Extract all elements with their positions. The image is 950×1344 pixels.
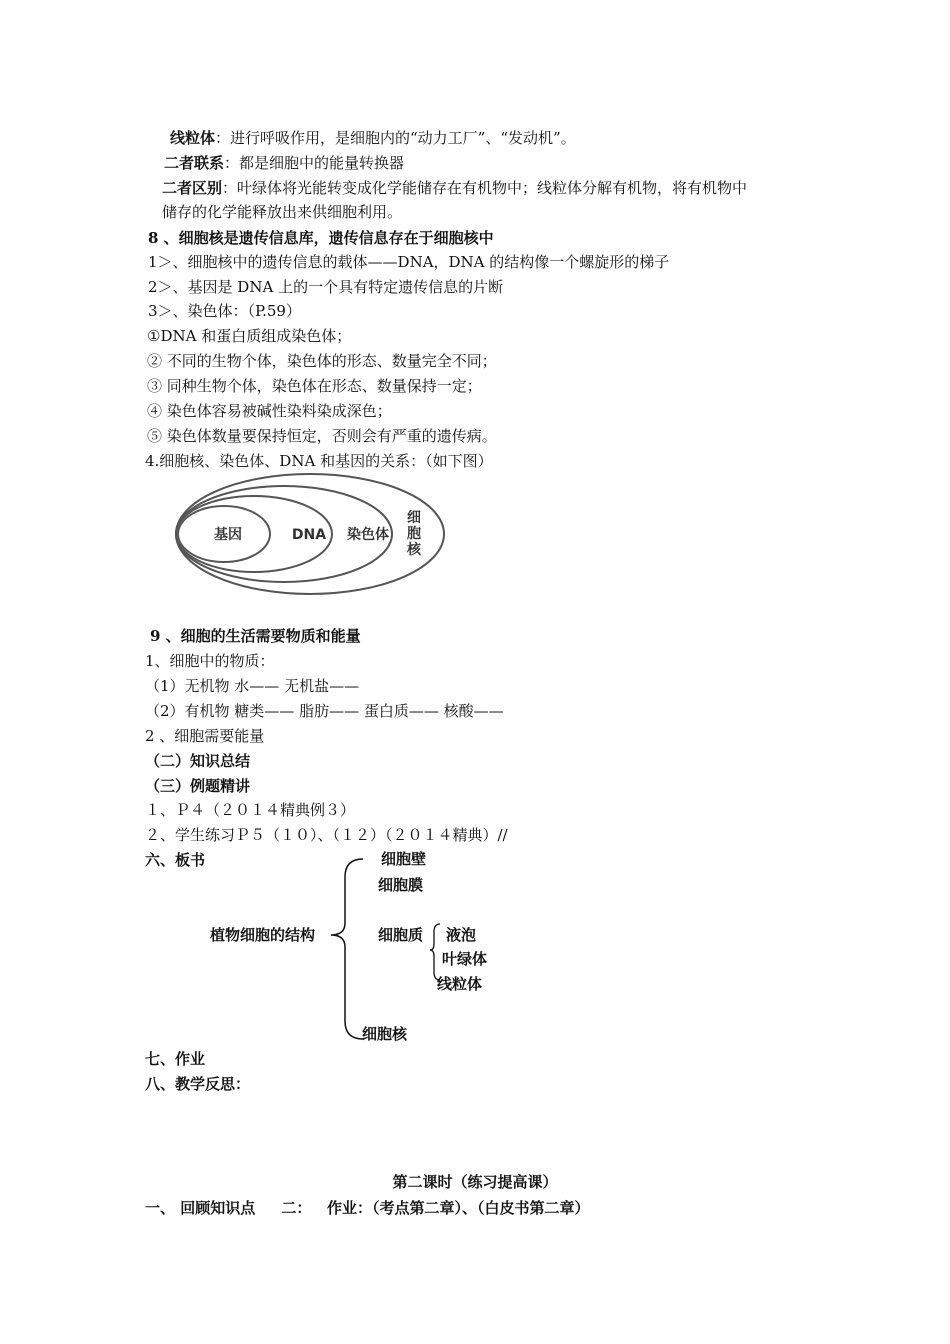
section-8-heading: 8 、细胞核是遗传信息库，遗传信息存在于细胞核中 bbox=[148, 229, 494, 247]
diff-text-2: 储存的化学能释放出来供细胞利用。 bbox=[162, 203, 403, 221]
gene-label: 基因 bbox=[214, 527, 242, 543]
mito-line bbox=[170, 128, 576, 148]
dna-label: DNA bbox=[291, 527, 327, 543]
nucleus-label-3: 核 bbox=[407, 542, 421, 558]
board-brace-main bbox=[325, 855, 375, 1045]
sec8-item-2: 2＞、基因是 DNA 上的一个具有特定遗传信息的片断 bbox=[148, 278, 504, 296]
board-vacuole: 液泡 bbox=[446, 926, 477, 944]
chromosome-label: 染色体 bbox=[347, 527, 389, 543]
board-cell-membrane: 细胞膜 bbox=[378, 876, 424, 894]
diff-title: 二者区别 bbox=[162, 179, 223, 197]
nucleus-label-2: 胞 bbox=[407, 526, 421, 542]
board-cell-wall: 细胞壁 bbox=[381, 850, 427, 868]
examples-heading: （三）例题精讲 bbox=[145, 777, 251, 795]
sec8-item-3: 3＞、染色体：（P.59） bbox=[148, 302, 301, 320]
board-heading: 六、板书 bbox=[145, 851, 206, 869]
diff-text-1: ：叶绿体将光能转变成化学能储存在有机物中；线粒体分解有机物，将有机物中 bbox=[222, 179, 748, 197]
sec9-line-2: （1）无机物 水—— 无机盐—— bbox=[145, 677, 360, 695]
chromosome-point-3: ③ 同种生物个体，染色体在形态、数量保持一定； bbox=[147, 377, 482, 395]
link-title: 二者联系 bbox=[164, 154, 225, 172]
relation-line: 4.细胞核、染色体、DNA 和基因的关系：（如下图） bbox=[145, 452, 493, 470]
chromosome-point-1: ①DNA 和蛋白质组成染色体； bbox=[147, 327, 352, 345]
chromosome-point-5: ⑤ 染色体数量要保持恒定，否则会有严重的遗传病。 bbox=[147, 427, 497, 445]
nested-ellipse-diagram bbox=[168, 470, 458, 600]
section-9-heading: 9 、细胞的生活需要物质和能量 bbox=[150, 627, 361, 645]
lesson-2-title: 第二课时（练习提高课） bbox=[392, 1173, 558, 1191]
sec9-line-3: （2）有机物 糖类—— 脂肪—— 蛋白质—— 核酸—— bbox=[145, 702, 504, 720]
sec9-line-4: 2 、细胞需要能量 bbox=[145, 727, 265, 745]
example-1: １、Ｐ４（２０１４精典例３） bbox=[145, 801, 356, 819]
mito-text: ：进行呼吸作用，是细胞内的“动力工厂”、“发动机”。 bbox=[215, 129, 576, 147]
lesson-2-line: 一、 回顾知识点 二： 作业：（考点第二章）、（白皮书第二章） bbox=[145, 1199, 590, 1217]
mito-title: 线粒体 bbox=[170, 129, 216, 147]
board-chloroplast: 叶绿体 bbox=[442, 950, 488, 968]
link-text: ：都是细胞中的能量转换器 bbox=[224, 154, 405, 172]
sec8-item-1: 1＞、细胞核中的遗传信息的载体——DNA，DNA 的结构像一个螺旋形的梯子 bbox=[148, 253, 670, 271]
nucleus-label-1: 细 bbox=[407, 510, 421, 526]
board-nucleus: 细胞核 bbox=[362, 1025, 408, 1043]
reflection-heading: 八、教学反思： bbox=[145, 1075, 251, 1093]
board-mitochondria: 线粒体 bbox=[437, 975, 483, 993]
chromosome-point-2: ② 不同的生物个体，染色体的形态、数量完全不同； bbox=[147, 352, 497, 370]
example-2: ２、学生练习Ｐ５（１０）、（１２）（２０１４精典）// bbox=[145, 826, 508, 844]
board-root: 植物细胞的结构 bbox=[210, 926, 316, 944]
board-cytoplasm: 细胞质 bbox=[378, 926, 424, 944]
sec9-line-1: 1、细胞中的物质： bbox=[145, 652, 275, 670]
link-line bbox=[164, 153, 404, 173]
diff-line bbox=[162, 178, 747, 198]
homework-heading: 七、作业 bbox=[145, 1050, 206, 1068]
chromosome-point-4: ④ 染色体容易被碱性染料染成深色； bbox=[147, 402, 392, 420]
summary-heading: （二）知识总结 bbox=[145, 752, 251, 770]
